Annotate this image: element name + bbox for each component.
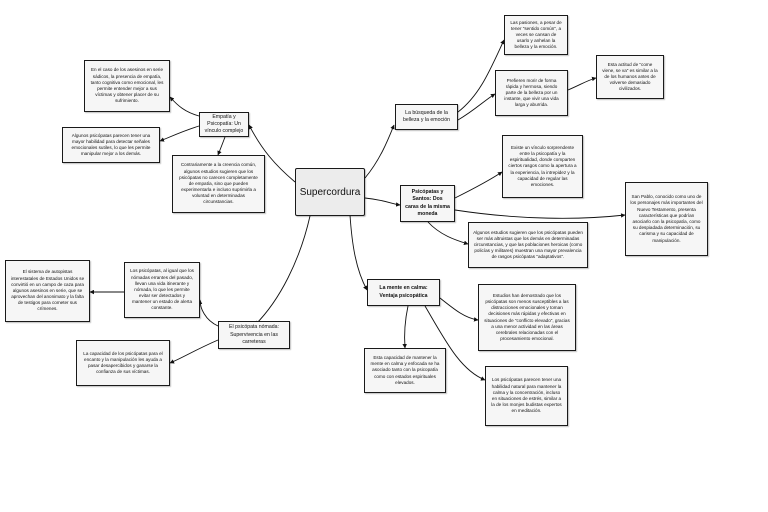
edge-central-calm xyxy=(350,215,367,290)
edge-saints-saintpaul xyxy=(455,210,625,218)
detail-live-fast-text: Prefieren morir de forma rápida y hermosa, siendo parte de la belleza por un instante, que vivir una vida larga y aburrida. xyxy=(504,77,559,108)
detail-emotional-signals[interactable] xyxy=(62,127,160,163)
branch-calm-label: La mente en calma: Ventaja psicopática xyxy=(379,285,428,299)
branch-calm[interactable] xyxy=(367,279,440,306)
detail-link[interactable] xyxy=(502,135,583,198)
detail-highways[interactable] xyxy=(5,260,90,322)
edge-survival-nomads xyxy=(200,300,218,326)
detail-common-sense-text: Las pasiones, a pesar de tener "sentido común", a veces se cansan de usarlo y anhelan la belleza y la emoción. xyxy=(510,19,562,50)
branch-empathy-label: Empatía y Psicopatía: Un vínculo complejo xyxy=(204,113,244,135)
detail-calm-mind-text: Esta capacidad de mantener la mente en calma y enfocada se ha asociado tanto con la psicopatía como con estados espirituales elevados. xyxy=(370,355,440,385)
branch-saints[interactable] xyxy=(400,185,455,222)
detail-charm[interactable] xyxy=(76,340,170,386)
branch-saints-label: Psicópatas y Santos: Dos caras de la misma moneda xyxy=(405,189,450,217)
edge-saints-heroic xyxy=(428,222,468,244)
detail-emotional-signals-text: Algunos psicópatas parecen tener una mayor habilidad para detectar señales emocionales sutiles, lo que les permite manipular mejor a los demás. xyxy=(71,132,151,157)
detail-studies-text: Estudios han demostrado que los psicópatas son menos susceptibles a las distracciones emocionales y toman decisiones más rápidas y efectivas en situaciones de "conflicto elevado", gracias a una menor actividad en las áreas cerebrales relacionadas con el procesamiento emocional. xyxy=(484,292,570,342)
detail-sadistic-text: En el caso de los asesinos en serie sádicos, la presencia de empatía, tanto cognitiva como emocional, les permite entender mejor a sus víctimas y obtener placer de su sufrimiento. xyxy=(90,67,164,104)
detail-heroic-text: Algunos estudios sugieren que los psicópatas pueden ser más altruistas que los demás en determinadas circunstancias, y que las poblaciones heroicas (como policías y militares) muestran una mayor prevalencia de rasgos psicópatas "adaptativos". xyxy=(473,229,583,260)
detail-saint-paul[interactable] xyxy=(625,182,708,256)
branch-survival[interactable] xyxy=(218,321,290,349)
branch-empathy[interactable] xyxy=(199,112,249,137)
edge-empathy-contrary xyxy=(218,137,225,155)
edge-survival-charm xyxy=(170,340,218,363)
edge-livefast-comeeasy xyxy=(568,78,596,90)
branch-beauty[interactable] xyxy=(395,104,458,130)
detail-come-easy[interactable] xyxy=(596,55,664,99)
central-label: Supercordura xyxy=(299,186,361,198)
detail-charm-text: La capacidad de los psicópatas para el encanto y la manipulación les ayuda a pasar desapercibidos y ganarse la confianza de sus víctimas. xyxy=(83,350,163,375)
detail-link-text: Existe un vínculo sorprendente entre la psicopatía y la espiritualidad, donde comparten ciertos rasgos como la apertura a la experiencia, la intrepidez y la capacidad de regular las emociones. xyxy=(508,144,577,187)
detail-sadistic[interactable] xyxy=(84,60,170,112)
detail-come-easy-text: Esta actitud de "come viene, se va" es similar a la de los humanos antes de volverse demasiado civilizados. xyxy=(602,61,658,92)
detail-contrary-belief-text: Contrariamente a la creencia común, algunos estudios sugieren que los psicópatas no carecen completamente de empatía, sino que pueden experimentarla e incluso suprimirla a voluntad en determinadas circunstancias. xyxy=(179,162,258,205)
edge-empathy-sadistic xyxy=(170,97,199,116)
edge-central-saints xyxy=(365,198,400,205)
edge-calm-calmmind xyxy=(405,306,408,348)
edge-central-survival xyxy=(255,216,310,325)
detail-saint-paul-text: San Pablo, conocido como uno de los personajes más importantes del Nuevo Testamento, presenta características que podrían asociarlo con la psicopatía, como su despiadada determinación, su carisma y su capacidad de manipulación. xyxy=(630,194,703,243)
detail-natural-ability[interactable] xyxy=(485,366,568,426)
detail-studies[interactable] xyxy=(478,284,576,351)
detail-nomads-text: Los psicópatas, al igual que los nómadas errantes del pasado, llevan una vida itinerante y nómada, lo que les permite evitar ser detectados y mantener un estado de alerta constante. xyxy=(130,268,194,311)
detail-live-fast[interactable] xyxy=(495,70,568,116)
detail-nomads[interactable] xyxy=(124,262,200,318)
detail-calm-mind[interactable] xyxy=(364,348,446,393)
edge-central-beauty xyxy=(365,125,394,178)
detail-highways-text: El sistema de autopistas interestatales de Estados Unidos se convirtió en un campo de caza para algunos asesinos en serie, que se aprovechan del anonimato y la falta de testigos para cometer sus crímenes. xyxy=(10,269,85,312)
detail-natural-ability-text: Los psicópatas parecen tener una habilidad natural para mantener la calma y la concentración, incluso en situaciones de estrés, similar a la de los monjes budistas expertos en meditación. xyxy=(491,377,562,414)
edge-empathy-signals xyxy=(160,126,199,141)
detail-common-sense[interactable] xyxy=(504,15,568,55)
central-node[interactable] xyxy=(295,168,365,216)
edge-saints-link xyxy=(455,172,502,198)
branch-survival-label: El psicópata nómada: Supervivencia en las carreteras xyxy=(229,324,279,345)
edge-calm-studies xyxy=(440,298,478,320)
detail-heroic[interactable] xyxy=(468,222,588,268)
detail-contrary-belief[interactable] xyxy=(172,155,265,213)
branch-beauty-label: La búsqueda de la belleza y la emoción xyxy=(402,109,450,123)
